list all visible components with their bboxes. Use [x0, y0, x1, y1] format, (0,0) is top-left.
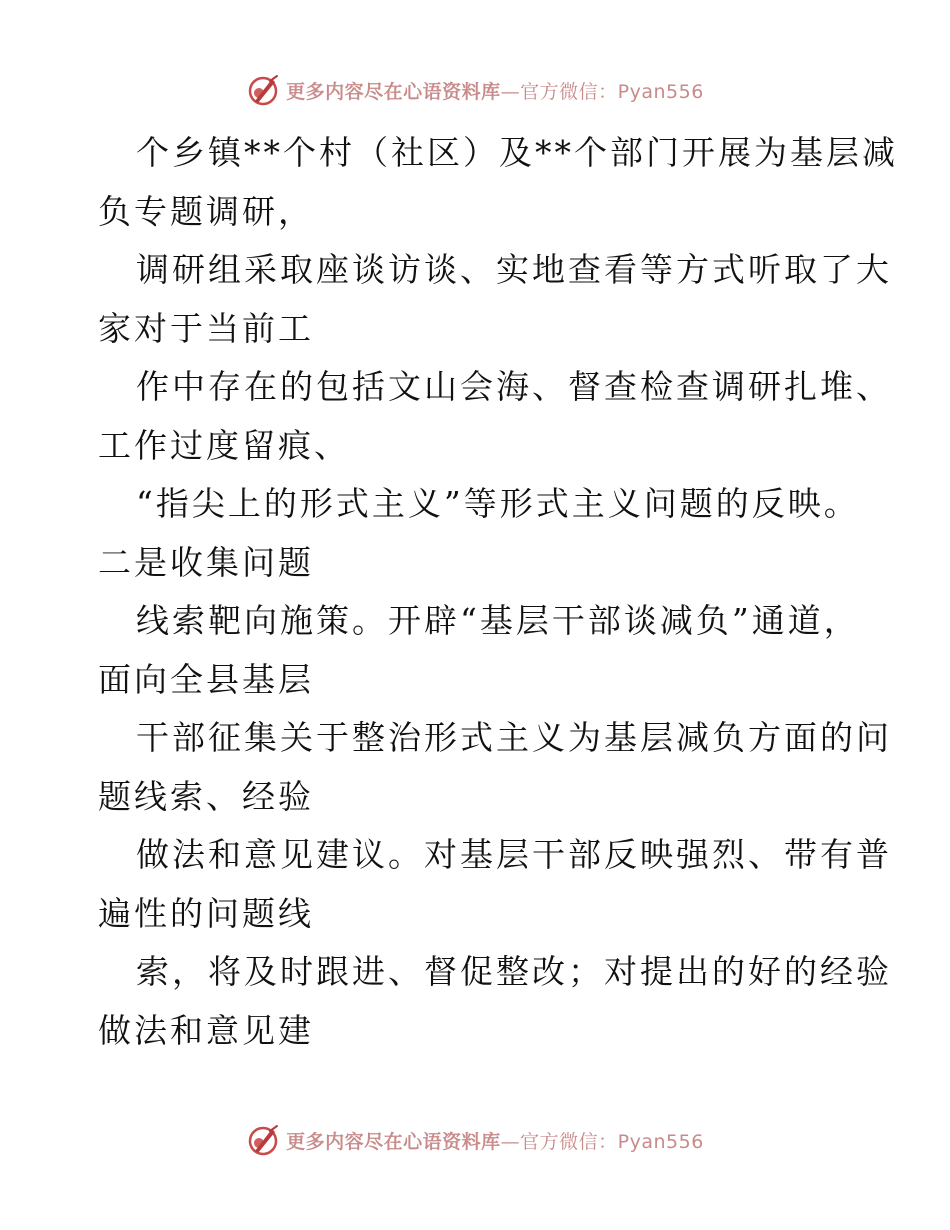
body-line: 遍性的问题线 — [98, 893, 314, 933]
header-separator: — — [500, 80, 521, 103]
body-line: 做法和意见建议。对基层干部反映强烈、带有普 — [136, 835, 892, 874]
body-line: “指尖上的形式主义”等形式主义问题的反映。 — [136, 484, 860, 523]
quill-pen-logo-icon — [246, 1123, 280, 1157]
footer-banner — [0, 1120, 950, 1160]
body-line: 干部征集关于整治形式主义为基层减负方面的问 — [136, 718, 892, 757]
header-banner-text — [286, 77, 704, 104]
body-line: 面向全县基层 — [98, 659, 314, 699]
header-wechat-text: 官方微信：Pyan556 — [520, 80, 704, 103]
body-line: 工作过度留痕、 — [98, 425, 350, 465]
document-body — [98, 124, 898, 1060]
quill-pen-logo-icon — [246, 73, 280, 107]
body-line: 做法和意见建 — [98, 1010, 314, 1050]
body-line: 负专题调研， — [98, 191, 314, 231]
body-line: 二是收集问题 — [98, 542, 314, 582]
header-site-text: 更多内容尽在心语资料库 — [286, 80, 501, 103]
footer-wechat-text: 官方微信：Pyan556 — [520, 1130, 704, 1153]
footer-separator: — — [500, 1130, 521, 1153]
body-line: 个乡镇**个村（社区）及**个部门开展为基层减 — [136, 133, 898, 172]
footer-site-text: 更多内容尽在心语资料库 — [286, 1130, 501, 1153]
body-line: 索，将及时跟进、督促整改；对提出的好的经验 — [136, 952, 892, 991]
body-line: 作中存在的包括文山会海、督查检查调研扎堆、 — [136, 367, 892, 406]
header-banner — [0, 70, 950, 110]
body-line: 线索靶向施策。开辟“基层干部谈减负”通道， — [136, 601, 860, 640]
body-line: 家对于当前工 — [98, 308, 314, 348]
footer-banner-text — [286, 1127, 704, 1154]
body-line: 调研组采取座谈访谈、实地查看等方式听取了大 — [136, 250, 892, 289]
body-line: 题线索、经验 — [98, 776, 314, 816]
